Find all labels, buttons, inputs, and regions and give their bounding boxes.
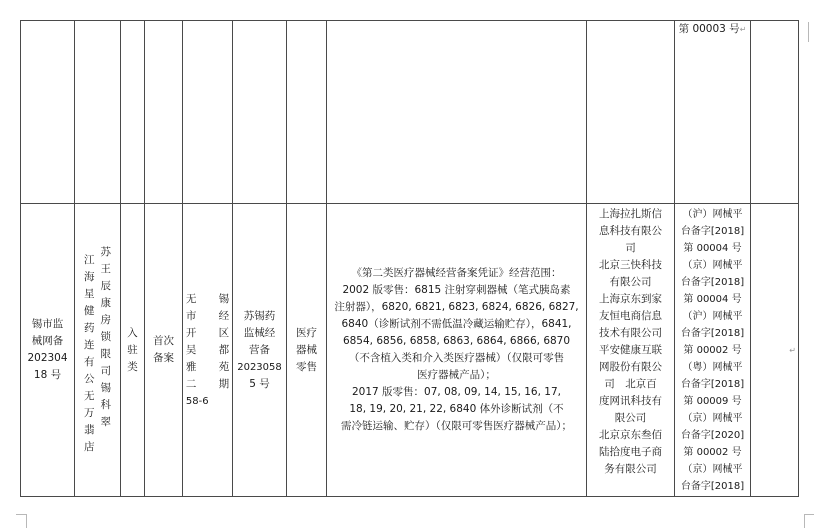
company-char: 科 [100,399,111,411]
filing-kind-cell [145,204,183,497]
company-char: 万 [84,407,95,419]
cell-empty [233,21,287,204]
address-char: 二 [185,377,197,390]
cell-empty [75,21,121,204]
company-char: 司 [100,365,111,377]
address-char: 锡 [218,292,230,305]
platform-line: 司 [625,242,636,254]
category-line: 医疗 [296,326,317,339]
platform-no-line: 第 00002 号 [683,345,742,356]
platform-line: 友恒电商信息 [599,310,662,322]
platform-no-line: 第 00002 号 [683,447,742,458]
platform-line: 陆拾度电子商 [599,446,662,458]
company-char: 锁 [100,331,111,343]
company-char: 有 [84,356,95,368]
platform-no-cell [675,21,751,204]
cell-empty [21,21,75,204]
company-char: 公 [84,373,95,385]
platform-line: 务有限公司 [604,463,657,475]
filing-table [20,20,799,497]
platform-no-cell [675,204,751,497]
company-char: 限 [100,348,111,360]
platform-no-line: （京）网械平 [682,260,743,271]
type-char: 类 [127,360,138,373]
cell-empty [121,21,145,204]
address-char: 都 [218,343,230,356]
platform-no-line: 第 00009 号 [683,396,742,407]
category-cell [287,204,327,497]
filing-kind-line: 备案 [153,352,174,364]
platform-no-line: （沪）网械平 [682,311,743,322]
cell-empty [587,21,675,204]
table-row-record [21,204,799,497]
platform-no-line: （沪）网械平 [682,209,743,220]
address-char: 吴 [185,343,197,356]
issuer-cell [233,204,287,497]
platform-line: 网股份有限公 [599,361,662,373]
paragraph-mark-icon: ↵ [739,25,747,34]
platform-line: 司 北京百 [604,378,657,390]
platform-no-line: 台备字[2018] [680,481,745,492]
filing-no-line: 锡市监 [31,318,64,330]
company-char: 药 [84,322,95,334]
platform-line: 息科技有限公 [599,225,662,237]
filing-no-cell [21,204,75,497]
address-char: 58-6 [185,395,209,407]
address-char: 无 [185,292,197,305]
scope-line: 《第二类医疗器械经营备案凭证》经营范围： [351,267,562,279]
platform-line: 度网讯科技有 [599,395,662,407]
scope-line: 18, 19, 20, 21, 22, 6840 体外诊断试剂（不 [349,403,564,415]
address-char: 雅 [185,360,197,373]
filing-no-line: 18 号 [33,369,62,381]
company-char: 辰 [100,280,111,292]
company-name-cell [75,204,121,497]
issuer-line: 营备 [249,343,270,356]
cell-empty [183,21,233,204]
type-char: 入 [127,326,138,339]
platform-no-line: 台备字[2018] [680,379,745,390]
platform-no-line: 台备字[2018] [680,277,745,288]
scope-line: 需冷链运输、贮存）（仅限可零售医疗器械产品）； [341,420,572,432]
issuer-line: 监械经 [243,326,276,339]
company-char: 王 [100,263,111,275]
scope-line: 医疗器械产品）； [417,369,496,381]
address-cell [183,204,233,497]
company-char: 翡 [84,424,95,436]
table-row-previous [21,21,799,204]
platform-line: 上海京东到家 [599,293,662,305]
platform-no-line: 第 00004 号 [683,243,742,254]
scope-line: （不含植入类和介入类医疗器械）（仅限可零售 [348,352,565,364]
platform-no-line: 台备字[2018] [680,328,745,339]
platform-line: 北京京东叁佰 [599,429,662,441]
platform-no-line: （京）网械平 [682,464,743,475]
platform-line: 北京三快科技 [599,259,662,271]
platform-line: 技术有限公司 [599,327,662,339]
address-char: 区 [218,326,230,339]
issuer-line: 2023058 [237,361,282,373]
filing-no-line: 械网备 [31,335,64,347]
platform-no-line: 第 00004 号 [683,294,742,305]
cell-empty [145,21,183,204]
address-char: 期 [218,377,230,390]
company-char: 翠 [100,416,111,428]
platform-no-line: （粤）网械平 [682,362,743,373]
cell-empty [287,21,327,204]
scope-line: 注射器），6820, 6821, 6823, 6824, 6826, 6827, [334,301,579,313]
type-char: 驻 [127,343,138,356]
company-char: 房 [100,314,111,326]
company-char: 连 [84,339,95,351]
company-char: 康 [100,297,111,309]
platform-line: 有限公司 [609,276,652,288]
platform-no-text: 第 00003 号 [678,23,740,35]
page-corner-mark-bottom-right [804,514,814,515]
paragraph-mark-icon: ↵ [789,345,796,355]
page-corner-mark-bottom-left [16,514,26,515]
filing-kind-line: 首次 [153,335,174,347]
platform-no-line: 台备字[2020] [680,430,745,441]
page-corner-mark-bottom-left-v [26,514,27,528]
company-char: 锡 [100,382,111,394]
issuer-line: 苏锡药 [243,309,276,322]
platform-no-line: 台备字[2018] [680,226,745,237]
address-char: 市 [185,309,197,322]
cell-empty [327,21,587,204]
remarks-cell [751,204,799,497]
page-corner-mark-top-right [808,22,809,42]
cell-empty [751,21,799,204]
address-char: 开 [185,326,197,339]
platform-line: 平安健康互联 [599,344,662,356]
scope-line: 6854, 6856, 6858, 6863, 6864, 6866, 6870 [342,335,571,347]
issuer-line: 5 号 [249,377,270,390]
scope-line: 2017 版零售：07, 08, 09, 14, 15, 16, 17, [352,386,561,398]
company-char: 星 [84,288,95,300]
company-char: 店 [84,441,95,453]
page-corner-mark-bottom-right-v [804,514,805,528]
platform-line: 上海拉扎斯信 [599,208,662,220]
category-line: 零售 [296,360,317,373]
platform-cell [587,204,675,497]
type-cell [121,204,145,497]
company-char: 无 [84,390,95,402]
company-char: 江 [84,254,95,266]
platform-no-line: （京）网械平 [682,413,743,424]
scope-line: 2002 版零售：6815 注射穿刺器械（笔式胰岛素 [342,284,571,296]
scope-line: 6840（诊断试剂不需低温冷藏运输贮存），6841, [341,318,572,330]
platform-line: 限公司 [614,412,647,424]
company-char: 健 [84,305,95,317]
address-char: 经 [218,309,230,322]
company-char: 苏 [100,246,111,258]
filing-no-line: 202304 [27,352,68,364]
address-char: 苑 [218,360,230,373]
category-line: 器械 [296,343,317,356]
company-char: 海 [84,271,95,283]
business-scope-cell [327,204,587,497]
